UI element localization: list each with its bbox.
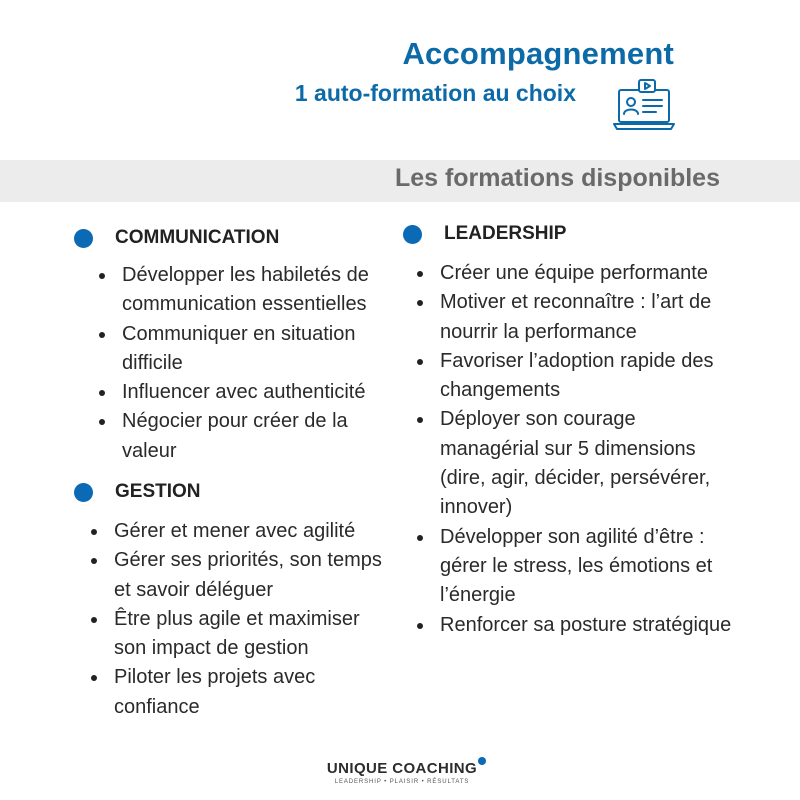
gestion-list <box>88 517 388 722</box>
list-item: Développer son agilité d’être : gérer le stress, les émotions et l’énergie <box>414 523 736 611</box>
communication-list <box>96 261 396 466</box>
list-item: Influencer avec authenticité <box>96 378 396 407</box>
section-heading-leadership <box>403 223 566 245</box>
section-heading-gestion <box>74 481 201 503</box>
list-item: Créer une équipe performante <box>414 259 736 288</box>
section-label: GESTION <box>115 481 201 502</box>
list-item: Gérer et mener avec agilité <box>88 517 388 546</box>
list-item: Favoriser l’adoption rapide des changements <box>414 347 736 406</box>
list-item: Gérer ses priorités, son temps et savoir déléguer <box>88 546 388 605</box>
leadership-list <box>414 259 736 640</box>
section-band <box>0 160 800 202</box>
bullet-dot-icon <box>74 229 93 248</box>
online-course-icon <box>612 78 676 134</box>
list-item: Communiquer en situation difficile <box>96 320 396 379</box>
page-title: Accompagnement <box>402 36 674 71</box>
logo-dot-icon <box>478 757 486 765</box>
bullet-dot-icon <box>403 225 422 244</box>
list-item: Déployer son courage managérial sur 5 dimensions (dire, agir, décider, persévérer, innover) <box>414 405 736 522</box>
list-item: Renforcer sa posture stratégique <box>414 611 736 640</box>
band-title: Les formations disponibles <box>394 164 720 192</box>
company-logo <box>312 760 492 785</box>
list-item: Être plus agile et maximiser son impact de gestion <box>88 605 388 664</box>
section-heading-communication <box>74 227 279 249</box>
logo-tagline: LEADERSHIP • PLAISIR • RÉSULTATS <box>334 779 470 785</box>
list-item: Motiver et reconnaître : l’art de nourrir la performance <box>414 288 736 347</box>
section-label: COMMUNICATION <box>115 227 280 248</box>
bullet-dot-icon <box>74 483 93 502</box>
page-subtitle: 1 auto-formation au choix <box>294 80 576 106</box>
list-item: Piloter les projets avec confiance <box>88 663 388 722</box>
logo-name: UNIQUE COACHING <box>327 760 477 777</box>
list-item: Négocier pour créer de la valeur <box>96 407 396 466</box>
list-item: Développer les habiletés de communication essentielles <box>96 261 396 320</box>
section-label: LEADERSHIP <box>444 223 567 244</box>
